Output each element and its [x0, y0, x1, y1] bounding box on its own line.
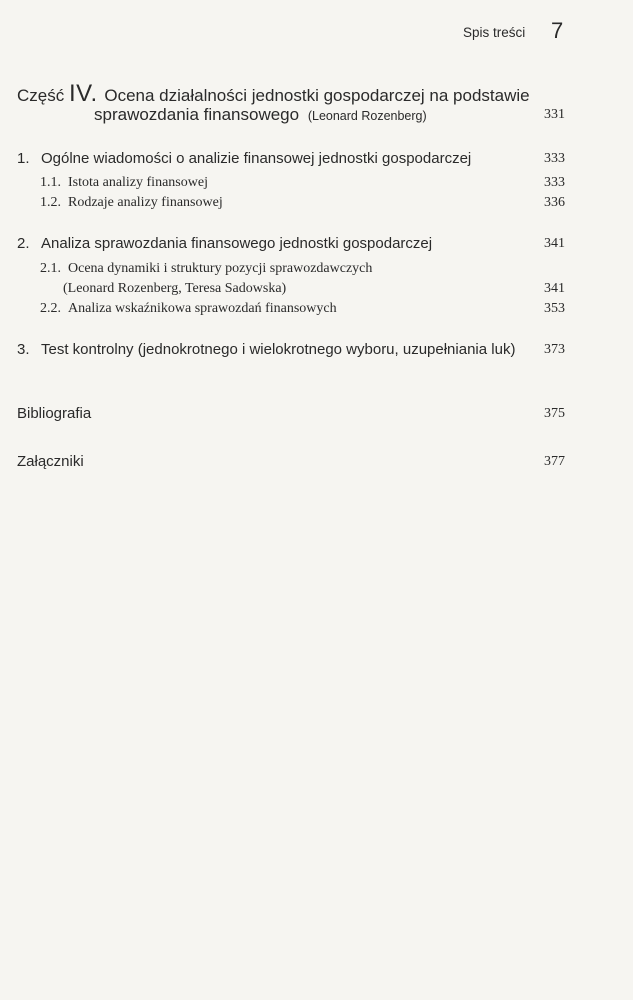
toc-section-2[interactable] — [17, 235, 432, 252]
subsection-number: 1.2. — [40, 195, 61, 210]
part-page-number: 331 — [544, 107, 565, 122]
subsection-title: Istota analizy finansowej — [68, 175, 208, 190]
part-label: Część — [17, 86, 65, 105]
part-title-line2: sprawozdania finansowego — [94, 105, 300, 124]
toc-subsection-2-2[interactable] — [40, 301, 337, 317]
section-number: 1. — [17, 150, 30, 167]
subsection-title: Rodzaje analizy finansowej — [68, 195, 223, 210]
subsection-1-2-page: 336 — [544, 195, 565, 210]
toc-subsection-1-2[interactable] — [40, 195, 223, 211]
subsection-1-1-page: 333 — [544, 175, 565, 190]
section-3-page: 373 — [544, 342, 565, 357]
toc-zalaczniki[interactable]: Załączniki — [17, 453, 84, 470]
section-1-page: 333 — [544, 151, 565, 166]
section-title: Ogólne wiadomości o analizie finansowej jednostki gospodarczej — [41, 150, 472, 167]
section-number: 3. — [17, 341, 30, 358]
part-heading — [17, 80, 530, 108]
subsection-number: 1.1. — [40, 175, 61, 190]
subsection-2-2-page: 353 — [544, 301, 565, 316]
subsection-2-1-page: 341 — [544, 281, 565, 296]
toc-section-3[interactable] — [17, 341, 515, 358]
part-roman-numeral: IV. — [68, 80, 98, 107]
subsection-title: Ocena dynamiki i struktury pozycji sprawozdawczych — [68, 261, 373, 276]
part-author: (Leonard Rozenberg) — [307, 109, 427, 123]
page-number: 7 — [551, 18, 564, 43]
bibliografia-page: 375 — [544, 406, 565, 421]
running-title: Spis treści — [463, 25, 526, 40]
subsection-title: Analiza wskaźnikowa sprawozdań finansowych — [68, 301, 337, 316]
zalaczniki-page: 377 — [544, 454, 565, 469]
part-title-line1: Ocena działalności jednostki gospodarczej na podstawie — [104, 86, 530, 105]
section-title: Analiza sprawozdania finansowego jednostki gospodarczej — [41, 235, 433, 252]
part-heading-line2 — [94, 105, 427, 125]
subsection-number: 2.1. — [40, 261, 61, 276]
toc-subsection-1-1[interactable] — [40, 175, 208, 191]
toc-section-1[interactable] — [17, 150, 471, 167]
section-number: 2. — [17, 235, 30, 252]
section-title: Test kontrolny (jednokrotnego i wielokrotnego wyboru, uzupełniania luk) — [41, 341, 516, 358]
toc-subsection-2-1[interactable] — [40, 261, 372, 277]
section-2-page: 341 — [544, 236, 565, 251]
subsection-2-1-continuation: (Leonard Rozenberg, Teresa Sadowska) — [63, 281, 287, 296]
toc-bibliografia[interactable]: Bibliografia — [17, 405, 92, 422]
subsection-number: 2.2. — [40, 301, 61, 316]
